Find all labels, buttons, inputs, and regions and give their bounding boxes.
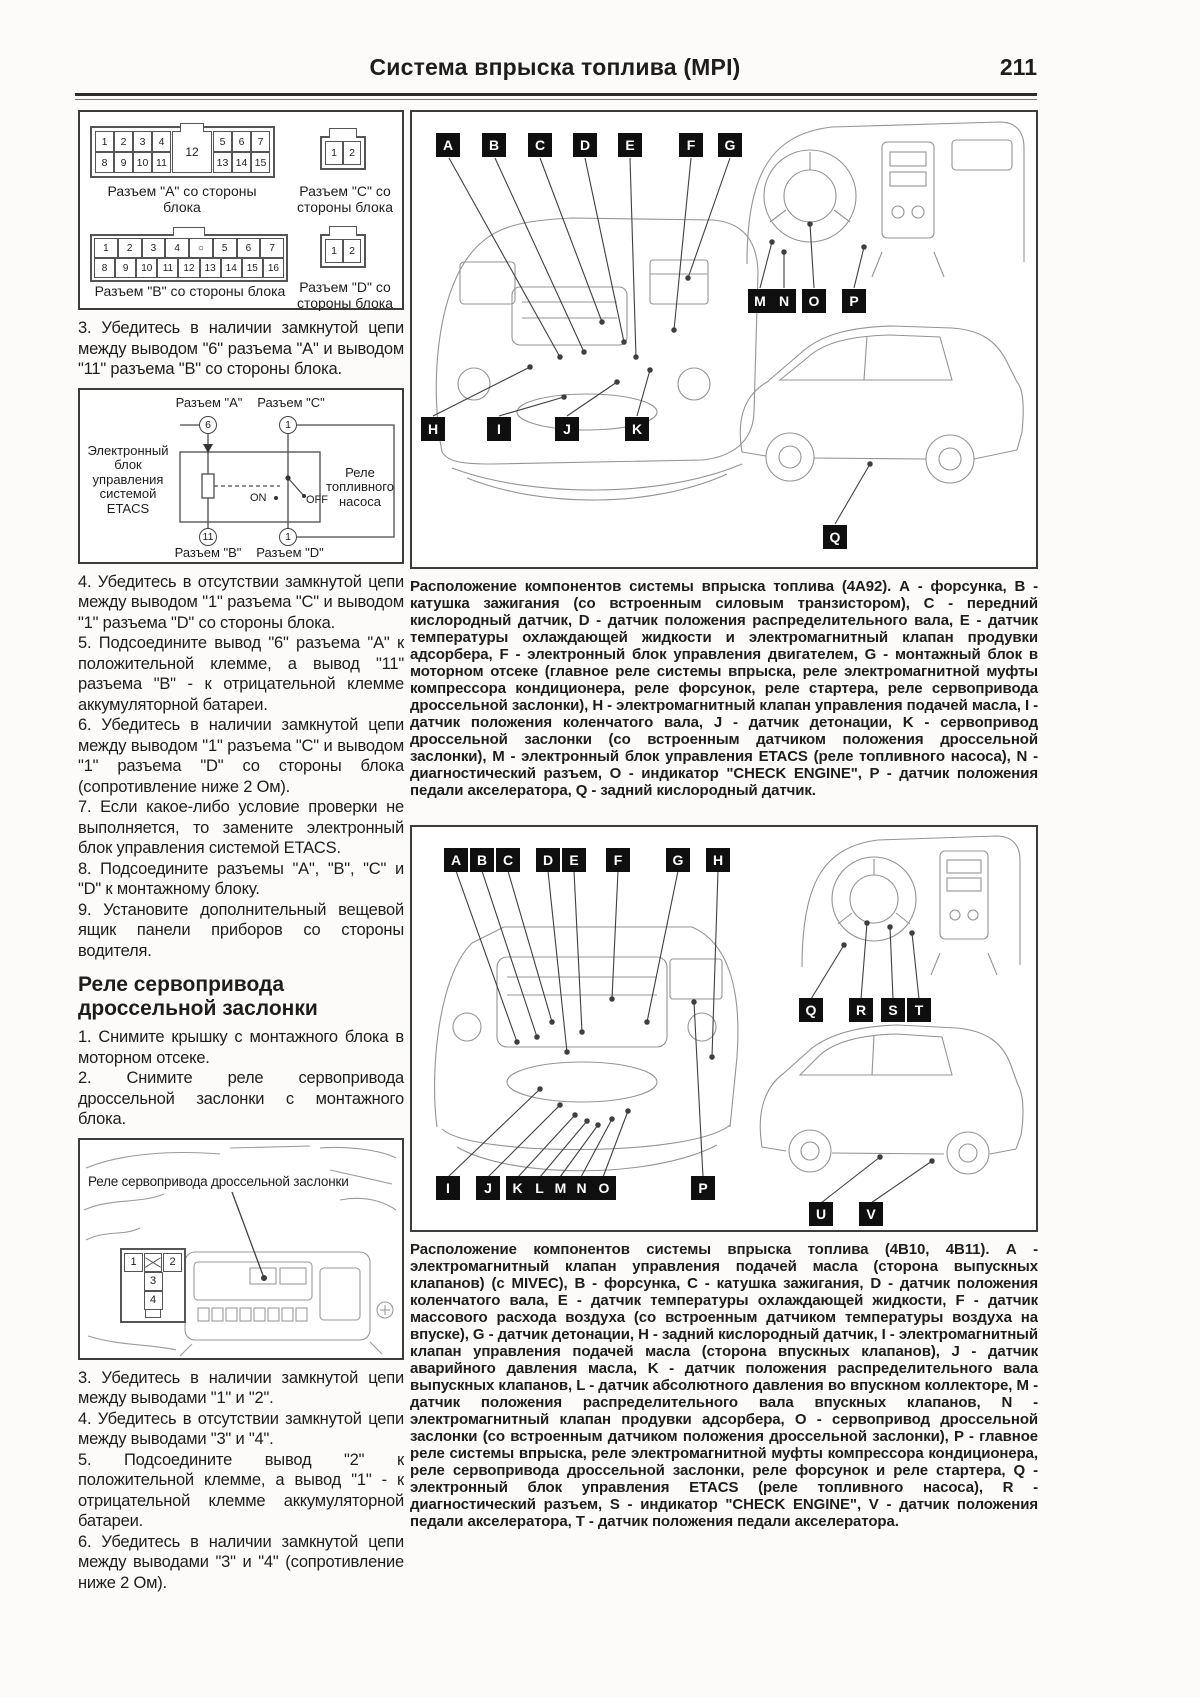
pin-cell: 3 [142, 238, 166, 258]
component-label: L [529, 1177, 550, 1199]
relay-step-4: 4. Убедитесь в отсутствии замкнутой цепи между выводами "3" и "4". [78, 1409, 404, 1448]
component-label: C [529, 134, 551, 156]
pin-cell: 11 [152, 152, 171, 173]
component-label: D [537, 849, 559, 871]
component-label: R [850, 999, 872, 1021]
left-column [78, 110, 404, 1593]
step-4: 4. Убедитесь в отсутствии замкнутой цепи между выводом "1" разъема "С" и выводом "1" разъема "D" со стороны блока. [78, 572, 404, 632]
pin-cell: 9 [114, 152, 133, 173]
connector-a-label: Разъем "А" со стороны блока [107, 183, 257, 215]
component-label: U [810, 1203, 832, 1225]
etacs-conn-b-label: Разъем "В" [174, 544, 242, 560]
pin-cell: 6 [232, 131, 251, 152]
pin-cell: 2 [118, 238, 142, 258]
pin-cell: 13 [213, 152, 232, 173]
pin-cell: 13 [200, 258, 221, 278]
pin-cell: 10 [136, 258, 157, 278]
component-label: T [908, 999, 930, 1021]
pin-cell: 7 [260, 238, 284, 258]
header-rule [75, 93, 1037, 96]
connector-c-tab [329, 128, 357, 138]
component-label: N [571, 1177, 592, 1199]
relay-connector-tab [145, 1310, 161, 1318]
relay-off-label: OFF [306, 493, 328, 506]
connector-c-label: Разъем "С" со стороны блока [296, 183, 394, 215]
component-label: K [626, 418, 648, 440]
connector-pinout-figure [78, 110, 404, 310]
component-label: Q [800, 999, 822, 1021]
pin-cell: 2 [114, 131, 133, 152]
page-title: Система впрыска топлива (MPI) [369, 54, 741, 80]
relay-pin-4: 4 [144, 1291, 163, 1310]
component-label: S [882, 999, 904, 1021]
component-label: G [719, 134, 741, 156]
pin-cell: 3 [133, 131, 152, 152]
component-label: Q [824, 526, 846, 548]
pin-cell: 1 [325, 239, 343, 263]
etacs-conn-c-label: Разъем "С" [257, 394, 325, 410]
keyway-cross [144, 1253, 162, 1272]
connector-b-bottom-pins [94, 258, 284, 278]
etacs-pin-11: 11 [199, 528, 217, 546]
component-label: D [574, 134, 596, 156]
etacs-pin-6: 6 [199, 416, 217, 434]
connector-d-label: Разъем "D" со стороны блока [296, 279, 394, 311]
connector-a-drawing [90, 126, 275, 178]
component-label: K [507, 1177, 528, 1199]
component-label: H [707, 849, 729, 871]
pin-cell: 5 [213, 131, 232, 152]
connector-a-right-pins [213, 131, 270, 173]
pin-cell: 5 [213, 238, 237, 258]
pin-cell: 12 [178, 258, 199, 278]
component-label: C [497, 849, 519, 871]
relay-on-label: ON [250, 491, 267, 504]
page-number: 211 [999, 54, 1037, 80]
figure-4a92-drawing [412, 112, 1036, 567]
connector-c-pins [325, 141, 361, 165]
connector-c-drawing [320, 136, 366, 170]
relay-pin-1: 1 [124, 1253, 143, 1272]
connector-b-label: Разъем "В" со стороны блока [94, 283, 286, 299]
etacs-ecu-label: Электронный блок управления системой ETACS [87, 442, 169, 516]
relay-step-3: 3. Убедитесь в наличии замкнутой цепи между выводами "1" и "2". [78, 1368, 404, 1407]
pin-cell: 4 [152, 131, 171, 152]
component-label: N [773, 290, 795, 312]
component-label: F [607, 849, 629, 871]
connector-a-left-pins [95, 131, 171, 173]
component-label: P [843, 290, 865, 312]
component-label: E [619, 134, 641, 156]
connector-d-tab [329, 226, 357, 236]
component-label: J [556, 418, 578, 440]
step-9: 9. Установите дополнительный вещевой ящик панели приборов со стороны водителя. [78, 900, 404, 960]
figure-4a92 [410, 110, 1038, 569]
etacs-conn-a-label: Разъем "А" [175, 394, 243, 410]
figure-4b10-caption: Расположение компонентов системы впрыска топлива (4В10, 4В11). А - электромагнитный клапан управления подачей масла (сторона выпускных клапанов) (с MIVEC), В - форсунка, С - катушка зажигания, D - датчик положения коленчатого вала, Е - датчик температуры охлаждающей жидкости, F - датчик массового расхода воздуха (со встроенным датчиком температуры воздуха на впуске), G - датчик детонации, H - задний кислородный датчик, I - электромагнитный клапан управления подачей масла (сторона впускных клапанов), J - датчик аварийного давления масла, K - датчик положения распределительного вала выпускных клапанов, L - датчик абсолютного давления во впускном коллекторе, M - датчик положения распределительного вала впускных клапанов, N - электромагнитный клапан продувки адсорбера, O - сервопривод дроссельной заслонки (со встроенным датчиком положения дроссельной заслонки), P - главное реле системы впрыска, реле электромагнитной муфты компрессора кондиционера, реле сервопривода дроссельной заслонки, реле форсунок и реле стартера, Q - электронный блок управления ETACS (реле топливного насоса), R - диагностический разъем, S - индикатор "CHECK ENGINE", V - датчик положения педали акселератора, T - датчик положения педали акселератора. [410, 1241, 1038, 1530]
pin-cell: 9 [115, 258, 136, 278]
step-8: 8. Подсоедините разъемы "А", "В", "С" и "D" к монтажному блоку. [78, 859, 404, 898]
relay-pin-3: 3 [144, 1272, 163, 1291]
relay-step-6: 6. Убедитесь в наличии замкнутой цепи между выводами "3" и "4" (сопротивление ниже 2 Ом). [78, 1532, 404, 1592]
section-heading-throttle-relay: Реле сервопривода дроссельной заслонки [78, 973, 318, 1020]
pin-cell: 6 [237, 238, 261, 258]
pin-cell: 14 [232, 152, 251, 173]
component-label: B [471, 849, 493, 871]
right-column [410, 110, 1038, 1530]
component-label: V [860, 1203, 882, 1225]
pin-cell: 14 [221, 258, 242, 278]
relay-figure-label: Реле сервопривода дроссельной заслонки [88, 1173, 349, 1189]
pin-cell: 15 [251, 152, 270, 173]
etacs-conn-d-label: Разъем "D" [256, 544, 324, 560]
fuel-pump-relay-label: Реле топливного насоса [326, 464, 394, 509]
connector-b-top-pins [94, 238, 284, 258]
component-label: O [593, 1177, 615, 1199]
pin-cell: 2 [343, 239, 361, 263]
connector-d-pins [325, 239, 361, 263]
relay-pin-2: 2 [163, 1253, 182, 1272]
throttle-relay-figure [78, 1138, 404, 1360]
figure-4a92-caption: Расположение компонентов системы впрыска топлива (4А92). А - форсунка, В - катушка зажигания (со встроенным силовым транзистором), С - передний кислородный датчик, D - датчик положения распределительного вала, Е - датчик температуры охлаждающей жидкости и электромагнитный клапан продувки адсорбера, F - электронный блок управления двигателем, G - монтажный блок в моторном отсеке (главное реле системы впрыска, реле электромагнитной муфты компрессора кондиционера, реле форсунок, реле стартера, реле сервопривода дроссельной заслонки), H - электромагнитный клапан управления подачей масла, I - датчик положения коленчатого вала, J - датчик детонации, K - сервопривод дроссельной заслонки (со встроенным датчиком положения дроссельной заслонки), M - электронный блок управления ETACS (реле топливного насоса), N - диагностический разъем, O - индикатор "CHECK ENGINE", P - датчик положения педали акселератора, Q - задний кислородный датчик. [410, 578, 1038, 799]
component-label: I [488, 418, 510, 440]
component-label: A [445, 849, 467, 871]
relay-step-1: 1. Снимите крышку с монтажного блока в моторном отсеке. [78, 1028, 404, 1067]
etacs-pin-1-bottom: 1 [279, 528, 297, 546]
header-rule-thin [75, 99, 1037, 100]
component-label: G [667, 849, 689, 871]
step-5: 5. Подсоедините вывод "6" разъема "А" к положительной клемме, а вывод "11" разъема "В" - к отрицательной клемме аккумуляторной батареи. [78, 634, 404, 714]
pin-cell: 1 [325, 141, 343, 165]
etacs-circuit-figure [78, 388, 404, 564]
etacs-pin-1-top: 1 [279, 416, 297, 434]
component-label: I [437, 1177, 459, 1199]
component-label: O [803, 290, 825, 312]
step-3-check-circuit: 3. Убедитесь в наличии замкнутой цепи между выводом "6" разъема "А" и выводом "11" разъема "В" со стороны блока. [78, 319, 404, 378]
pin-cell: 7 [251, 131, 270, 152]
component-label: P [692, 1177, 714, 1199]
pin-cell: ○ [189, 238, 213, 258]
step-6: 6. Убедитесь в наличии замкнутой цепи между выводом "1" разъема "С" и выводом "1" разъема "D" со стороны блока (сопротивление ниже 2 Ом). [78, 716, 404, 796]
component-label: J [477, 1177, 499, 1199]
connector-d-drawing [320, 234, 366, 268]
pin-cell: 1 [95, 131, 114, 152]
relay-step-2: 2. Снимите реле сервопривода дроссельной заслонки с монтажного блока. [78, 1069, 404, 1128]
connector-a-center-pin: 12 [172, 131, 212, 173]
connector-b-drawing [90, 234, 288, 282]
pin-cell: 15 [242, 258, 263, 278]
connector-b-tab [173, 227, 205, 236]
relay-pin-diagram [120, 1248, 186, 1323]
pin-cell: 8 [94, 258, 115, 278]
component-label: B [483, 134, 505, 156]
relay-step-5: 5. Подсоедините вывод "2" к положительной клемме, а вывод "1" - к отрицательной клемме аккумуляторной батареи. [78, 1450, 404, 1530]
pin-cell: 10 [133, 152, 152, 173]
connector-a-tab [180, 123, 204, 132]
component-label: H [422, 418, 444, 440]
pin-cell: 2 [343, 141, 361, 165]
pin-cell: 4 [165, 238, 189, 258]
component-label: A [437, 134, 459, 156]
figure-4b10-drawing [412, 827, 1036, 1230]
component-label: M [550, 1177, 571, 1199]
step-7: 7. Если какое-либо условие проверки не выполняется, то замените электронный блок управления системой ETACS. [78, 798, 404, 857]
component-label: E [563, 849, 585, 871]
component-label: F [680, 134, 702, 156]
figure-4b10-4b11 [410, 825, 1038, 1232]
pin-cell: 16 [263, 258, 284, 278]
component-label: M [749, 290, 771, 312]
pin-cell: 8 [95, 152, 114, 173]
pin-cell: 11 [157, 258, 178, 278]
pin-cell: 1 [94, 238, 118, 258]
